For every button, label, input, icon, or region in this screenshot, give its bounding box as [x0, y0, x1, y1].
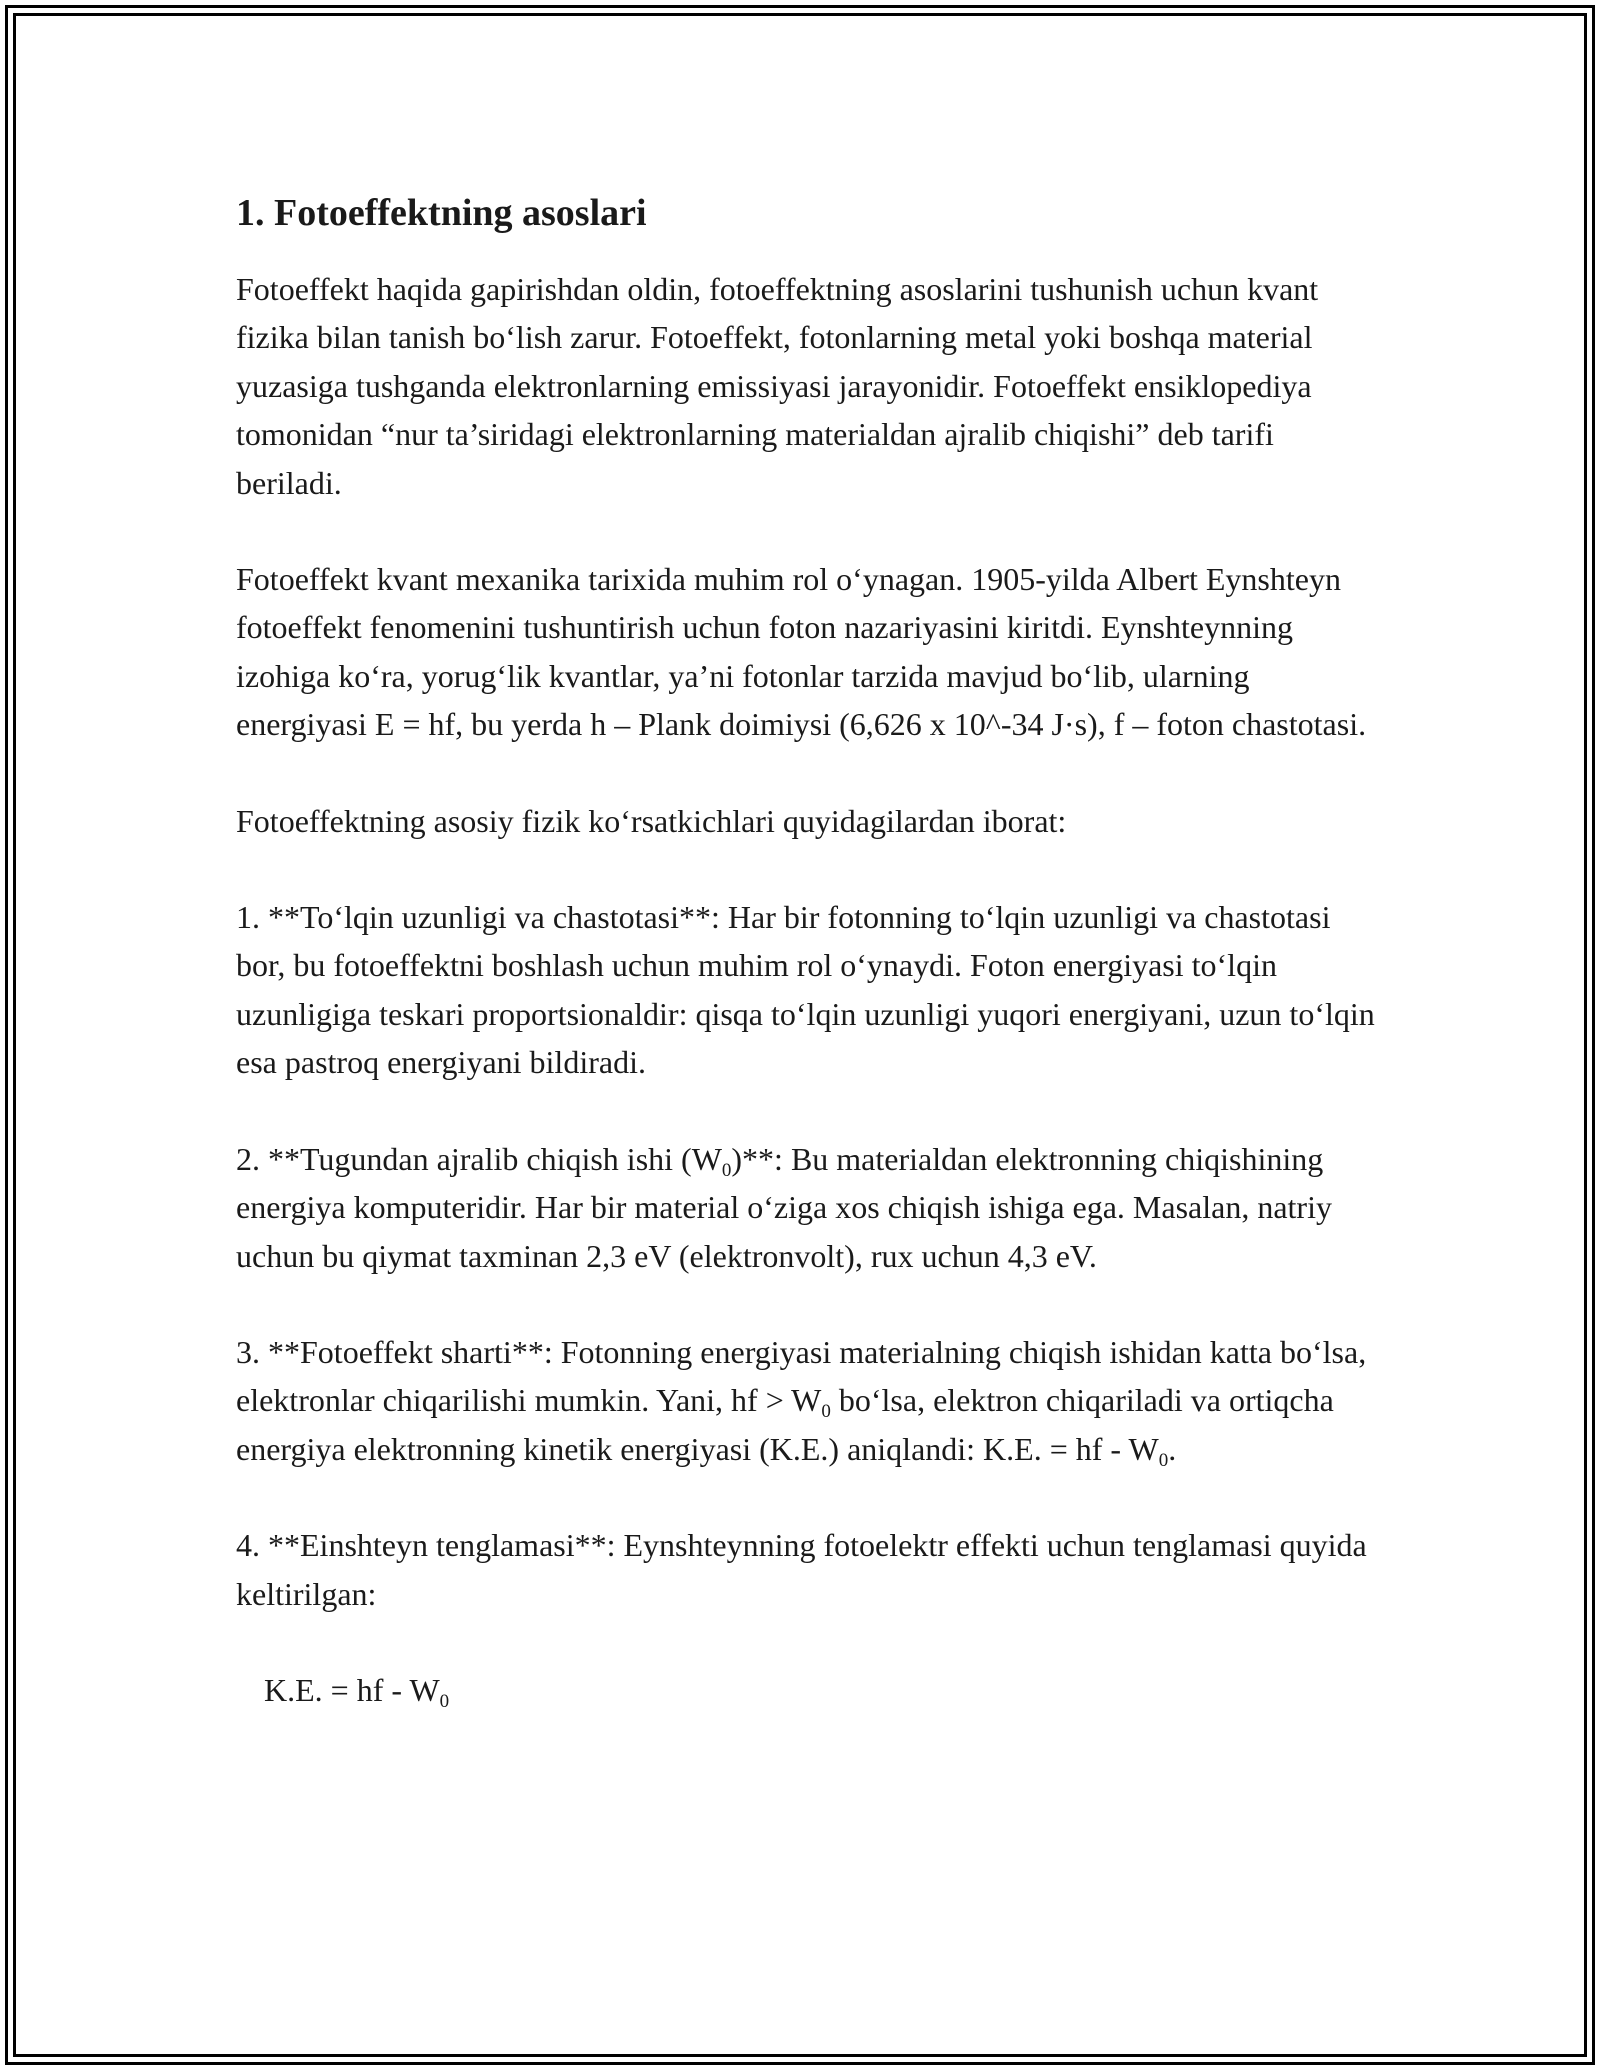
list-item-3-subscript-2: 0 [1158, 1449, 1169, 1471]
einstein-formula [236, 1666, 1376, 1714]
formula-subscript: 0 [439, 1690, 450, 1712]
paragraph-list-intro: Fotoeffektning asosiy fizik ko‘rsatkichlari quyidagilardan iborat: [236, 802, 1067, 839]
list-item-4: 4. **Einshteyn tenglamasi**: Eynshteynning fotoelektr effekti uchun tenglamasi quyida keltirilgan: [236, 1527, 1367, 1612]
list-item-3 [236, 1328, 1376, 1473]
formula-text: K.E. = hf - W [264, 1671, 440, 1708]
list-item-3-subscript-1: 0 [821, 1401, 831, 1423]
list-item-3-text-a: 3. **Fotoeffekt sharti**: Fotonning energiyasi materialning chiqish ishidan katta bo‘lsa, elektronlar chiqarilishi mumkin. Yani, hf > W [236, 1333, 1367, 1419]
list-item-2 [236, 1135, 1376, 1280]
list-item-1: 1. **To‘lqin uzunligi va chastotasi**: Har bir fotonning to‘lqin uzunligi va chastotasi bor, bu fotoeffektni boshlash uchun muhim rol o‘ynaydi. Foton energiyasi to‘lqin uzunligiga teskari proportsionaldir: qisqa to‘lqin uzunligi yuqori energiyani, uzun to‘lqin esa pastroq energiyani bildiradi. [236, 899, 1375, 1081]
list-item-3-text-c: . [1168, 1430, 1177, 1467]
list-item-2-text-b: )**: Bu materialdan elektronning chiqishining energiya komputeridir. Har bir material o‘ziga xos chiqish ishiga ega. Masalan, natriy uchun bu qiymat taxminan 2,3 eV (elektronvolt), rux uchun 4,3 eV. [236, 1140, 1332, 1274]
list-item-2-subscript: 0 [721, 1159, 732, 1181]
list-item-2-text-a: 2. **Tugundan ajralib chiqish ishi (W [236, 1140, 722, 1177]
list-item-3-text-b: bo‘lsa, elektron chiqariladi va ortiqcha energiya elektronning kinetik energiyasi (K.E.) aniqlandi: K.E. = hf - W [236, 1382, 1334, 1467]
document-body [236, 186, 1376, 1714]
paragraph-history: Fotoeffekt kvant mexanika tarixida muhim rol o‘ynagan. 1905-yilda Albert Eynshteyn fotoeffekt fenomenini tushuntirish uchun foton nazariyasini kiritdi. Eynshteynning izohiga ko‘ra, yorug‘lik kvantlar, ya’ni fotonlar tarzida mavjud bo‘lib, ularning energiyasi E = hf, bu yerda h – Plank doimiysi (6,626 x 10^-34 J·s), f – foton chastotasi. [236, 561, 1367, 743]
section-heading: 1. Fotoeffektning asoslari [236, 192, 647, 234]
paragraph-intro: Fotoeffekt haqida gapirishdan oldin, fotoeffektning asoslarini tushunish uchun kvant fizika bilan tanish bo‘lish zarur. Fotoeffekt, fotonlarning metal yoki boshqa material yuzasiga tushganda elektronlarning emissiyasi jarayonidir. Fotoeffekt ensiklopediya tomonidan “nur ta’siridagi elektronlarning materialdan ajralib chiqishi” deb tarifi beriladi. [236, 271, 1319, 501]
